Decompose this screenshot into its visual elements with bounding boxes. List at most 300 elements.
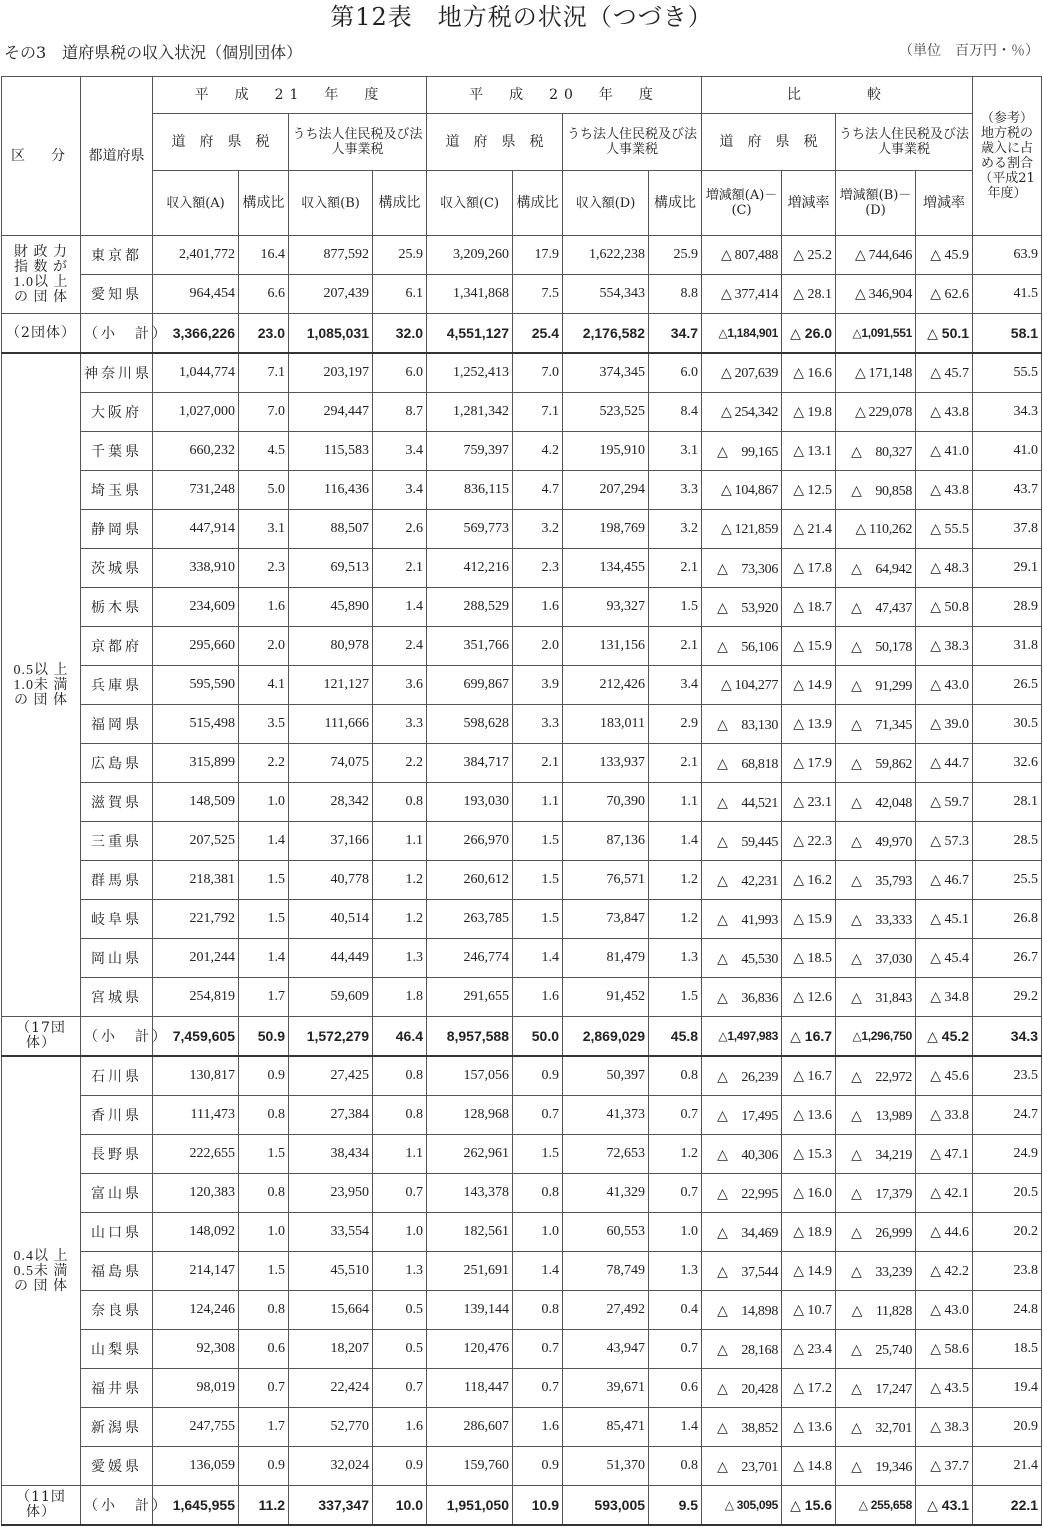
subtotal-shunyu-b: 1,085,031 (289, 314, 373, 354)
header-kosei: 構成比 (513, 171, 563, 236)
cell-kosei-d: 3.3 (649, 471, 702, 510)
table-row (2, 1291, 1042, 1330)
cell-zogenritsu-bd: △ 47.1 (916, 1135, 973, 1174)
cell-kosei-b: 1.1 (373, 1135, 427, 1174)
cell-pref: 栃木県 (81, 588, 153, 627)
cell-shunyu-b: 32,024 (289, 1447, 373, 1486)
cell-zogenritsu-ac: △ 28.1 (782, 275, 836, 314)
cell-kosei-c: 4.7 (513, 471, 563, 510)
cell-zogenritsu-ac: △ 23.1 (782, 783, 836, 822)
cell-shunyu-c: 412,216 (427, 549, 513, 588)
cell-zogen-bd: △ 11,828 (836, 1291, 916, 1330)
cell-shunyu-a: 315,899 (153, 744, 239, 783)
header-dofuken-21: 道 府 県 税 (153, 114, 289, 171)
cell-shunyu-b: 74,075 (289, 744, 373, 783)
subtotal-sanko: 34.3 (973, 1017, 1042, 1057)
subtotal-shunyu-d: 2,176,582 (563, 314, 649, 354)
cell-shunyu-a: 148,092 (153, 1213, 239, 1252)
cell-zogenritsu-ac: △ 16.7 (782, 1056, 836, 1096)
cell-kosei-d: 1.1 (649, 783, 702, 822)
subtotal-zogen-bd: △1,091,551 (836, 314, 916, 354)
cell-sanko: 34.3 (973, 393, 1042, 432)
cell-zogen-bd: △ 47,437 (836, 588, 916, 627)
cell-shunyu-d: 27,492 (563, 1291, 649, 1330)
cell-zogen-bd: △ 91,299 (836, 666, 916, 705)
cell-kosei-a: 4.1 (239, 666, 289, 705)
cell-shunyu-a: 247,755 (153, 1408, 239, 1447)
cell-shunyu-d: 554,343 (563, 275, 649, 314)
subtotal-kosei-d: 34.7 (649, 314, 702, 354)
subtotal-shunyu-c: 1,951,050 (427, 1486, 513, 1526)
cell-shunyu-a: 130,817 (153, 1056, 239, 1096)
cell-shunyu-c: 143,378 (427, 1174, 513, 1213)
cell-kosei-a: 1.7 (239, 978, 289, 1017)
cell-zogenritsu-bd: △ 45.9 (916, 236, 973, 275)
cell-shunyu-a: 218,381 (153, 861, 239, 900)
cell-kosei-a: 2.2 (239, 744, 289, 783)
cell-shunyu-d: 1,622,238 (563, 236, 649, 275)
cell-kosei-b: 0.5 (373, 1291, 427, 1330)
cell-shunyu-c: 1,281,342 (427, 393, 513, 432)
cell-shunyu-d: 207,294 (563, 471, 649, 510)
cell-shunyu-d: 41,373 (563, 1096, 649, 1135)
cell-kosei-d: 6.0 (649, 353, 702, 393)
cell-zogen-bd: △ 13,989 (836, 1096, 916, 1135)
cell-kosei-a: 2.3 (239, 549, 289, 588)
header-kosei: 構成比 (649, 171, 702, 236)
cell-pref: 群馬県 (81, 861, 153, 900)
cell-shunyu-d: 43,947 (563, 1330, 649, 1369)
cell-zogen-bd: △ 71,345 (836, 705, 916, 744)
cell-shunyu-d: 41,329 (563, 1174, 649, 1213)
cell-shunyu-a: 254,819 (153, 978, 239, 1017)
cell-shunyu-b: 28,342 (289, 783, 373, 822)
cell-pref: 福岡県 (81, 705, 153, 744)
table-row (2, 744, 1042, 783)
cell-zogenritsu-ac: △ 15.9 (782, 900, 836, 939)
subtotal-zogenritsu-ac: △ 15.6 (782, 1486, 836, 1526)
cell-zogen-ac: △ 83,130 (702, 705, 782, 744)
cell-shunyu-b: 15,664 (289, 1291, 373, 1330)
tax-table (1, 76, 1042, 1526)
cell-pref: 山口県 (81, 1213, 153, 1252)
cell-sanko: 26.5 (973, 666, 1042, 705)
cell-kosei-a: 0.8 (239, 1174, 289, 1213)
cell-kosei-a: 5.0 (239, 471, 289, 510)
cell-zogen-ac: △ 44,521 (702, 783, 782, 822)
cell-kosei-d: 1.2 (649, 900, 702, 939)
header-shunyu-c: 収入額(C) (427, 171, 513, 236)
cell-pref: 宮城県 (81, 978, 153, 1017)
subtotal-zogenritsu-ac: △ 26.0 (782, 314, 836, 354)
cell-shunyu-c: 159,760 (427, 1447, 513, 1486)
header-pref: 都道府県 (81, 77, 153, 236)
group-count: （17団体） (2, 1017, 81, 1057)
subtotal-sanko: 22.1 (973, 1486, 1042, 1526)
cell-kosei-b: 3.4 (373, 471, 427, 510)
subtotal-kosei-d: 45.8 (649, 1017, 702, 1057)
subtotal-kosei-a: 50.9 (239, 1017, 289, 1057)
cell-zogenritsu-ac: △ 21.4 (782, 510, 836, 549)
cell-kosei-b: 0.7 (373, 1174, 427, 1213)
header-shunyu-a: 収入額(A) (153, 171, 239, 236)
header-kosei: 構成比 (373, 171, 427, 236)
cell-kosei-c: 0.7 (513, 1096, 563, 1135)
subtotal-shunyu-b: 1,572,279 (289, 1017, 373, 1057)
subtotal-zogenritsu-ac: △ 16.7 (782, 1017, 836, 1057)
cell-kosei-d: 8.4 (649, 393, 702, 432)
cell-zogenritsu-bd: △ 62.6 (916, 275, 973, 314)
cell-zogen-bd: △ 90,858 (836, 471, 916, 510)
cell-zogenritsu-ac: △ 14.9 (782, 666, 836, 705)
cell-zogen-ac: △ 37,544 (702, 1252, 782, 1291)
cell-shunyu-d: 523,525 (563, 393, 649, 432)
cell-kosei-a: 1.5 (239, 1252, 289, 1291)
cell-zogen-bd: △ 50,178 (836, 627, 916, 666)
cell-kosei-c: 1.6 (513, 588, 563, 627)
cell-zogenritsu-bd: △ 45.6 (916, 1056, 973, 1096)
unit-note: （単位 百万円・％） (899, 43, 1039, 59)
cell-shunyu-c: 251,691 (427, 1252, 513, 1291)
subtotal-kosei-c: 50.0 (513, 1017, 563, 1057)
subtotal-zogen-bd: △1,296,750 (836, 1017, 916, 1057)
cell-shunyu-d: 78,749 (563, 1252, 649, 1291)
group-label-line: 1.0以 上 (13, 274, 69, 290)
cell-zogen-ac: △ 17,495 (702, 1096, 782, 1135)
cell-shunyu-b: 111,666 (289, 705, 373, 744)
cell-shunyu-d: 87,136 (563, 822, 649, 861)
cell-shunyu-d: 85,471 (563, 1408, 649, 1447)
cell-pref: 神奈川県 (81, 353, 153, 393)
cell-kosei-a: 16.4 (239, 236, 289, 275)
cell-pref: 香川県 (81, 1096, 153, 1135)
cell-zogen-bd: △ 49,970 (836, 822, 916, 861)
cell-sanko: 28.9 (973, 588, 1042, 627)
cell-shunyu-a: 1,027,000 (153, 393, 239, 432)
cell-zogen-ac: △ 41,993 (702, 900, 782, 939)
cell-shunyu-c: 384,717 (427, 744, 513, 783)
cell-zogenritsu-ac: △ 15.3 (782, 1135, 836, 1174)
cell-zogenritsu-ac: △ 16.2 (782, 861, 836, 900)
cell-zogen-bd: △ 346,904 (836, 275, 916, 314)
subtotal-shunyu-d: 2,869,029 (563, 1017, 649, 1057)
cell-sanko: 55.5 (973, 353, 1042, 393)
cell-zogen-bd: △ 17,247 (836, 1369, 916, 1408)
table-row (2, 627, 1042, 666)
cell-kosei-b: 0.8 (373, 1096, 427, 1135)
cell-shunyu-a: 148,509 (153, 783, 239, 822)
cell-zogen-bd: △ 19,346 (836, 1447, 916, 1486)
cell-shunyu-c: 120,476 (427, 1330, 513, 1369)
cell-pref: 大阪府 (81, 393, 153, 432)
table-row (2, 1330, 1042, 1369)
cell-zogenritsu-bd: △ 57.3 (916, 822, 973, 861)
subtotal-zogen-ac: △ 305,095 (702, 1486, 782, 1526)
cell-shunyu-a: 964,454 (153, 275, 239, 314)
cell-zogen-ac: △ 28,168 (702, 1330, 782, 1369)
cell-zogenritsu-bd: △ 58.6 (916, 1330, 973, 1369)
cell-kosei-a: 6.6 (239, 275, 289, 314)
cell-kosei-d: 0.4 (649, 1291, 702, 1330)
cell-kosei-a: 3.1 (239, 510, 289, 549)
subtotal-kosei-a: 11.2 (239, 1486, 289, 1526)
cell-zogenritsu-bd: △ 43.8 (916, 393, 973, 432)
cell-zogen-bd: △ 35,793 (836, 861, 916, 900)
cell-shunyu-c: 193,030 (427, 783, 513, 822)
cell-kosei-d: 0.7 (649, 1174, 702, 1213)
cell-shunyu-b: 52,770 (289, 1408, 373, 1447)
group-label (2, 353, 81, 1017)
cell-shunyu-d: 195,910 (563, 432, 649, 471)
cell-zogenritsu-ac: △ 14.9 (782, 1252, 836, 1291)
table-row (2, 939, 1042, 978)
cell-shunyu-d: 39,671 (563, 1369, 649, 1408)
cell-sanko: 43.7 (973, 471, 1042, 510)
cell-zogenritsu-ac: △ 22.3 (782, 822, 836, 861)
cell-zogenritsu-ac: △ 12.6 (782, 978, 836, 1017)
cell-shunyu-c: 1,252,413 (427, 353, 513, 393)
group-label-line: 財 政 力 (14, 244, 68, 260)
cell-zogenritsu-ac: △ 17.8 (782, 549, 836, 588)
cell-zogen-ac: △ 377,414 (702, 275, 782, 314)
cell-pref: 奈良県 (81, 1291, 153, 1330)
cell-shunyu-b: 44,449 (289, 939, 373, 978)
cell-sanko: 32.6 (973, 744, 1042, 783)
cell-zogen-bd: △ 34,219 (836, 1135, 916, 1174)
table-row (2, 822, 1042, 861)
cell-shunyu-a: 2,401,772 (153, 236, 239, 275)
cell-kosei-b: 2.1 (373, 549, 427, 588)
cell-pref: 埼玉県 (81, 471, 153, 510)
cell-shunyu-a: 214,147 (153, 1252, 239, 1291)
cell-shunyu-a: 234,609 (153, 588, 239, 627)
cell-sanko: 37.8 (973, 510, 1042, 549)
cell-zogenritsu-ac: △ 25.2 (782, 236, 836, 275)
cell-zogen-bd: △ 59,862 (836, 744, 916, 783)
cell-kosei-b: 1.2 (373, 900, 427, 939)
cell-sanko: 28.5 (973, 822, 1042, 861)
cell-kosei-b: 25.9 (373, 236, 427, 275)
cell-kosei-d: 0.8 (649, 1056, 702, 1096)
cell-sanko: 24.9 (973, 1135, 1042, 1174)
subtotal-zogenritsu-bd: △ 43.1 (916, 1486, 973, 1526)
cell-pref: 静岡県 (81, 510, 153, 549)
cell-shunyu-b: 121,127 (289, 666, 373, 705)
cell-shunyu-a: 660,232 (153, 432, 239, 471)
cell-shunyu-d: 91,452 (563, 978, 649, 1017)
cell-zogen-ac: △ 73,306 (702, 549, 782, 588)
cell-sanko: 24.7 (973, 1096, 1042, 1135)
cell-zogen-ac: △ 807,488 (702, 236, 782, 275)
cell-zogen-bd: △ 31,843 (836, 978, 916, 1017)
cell-pref: 富山県 (81, 1174, 153, 1213)
cell-zogenritsu-ac: △ 14.8 (782, 1447, 836, 1486)
cell-zogen-bd: △ 22,972 (836, 1056, 916, 1096)
cell-shunyu-a: 221,792 (153, 900, 239, 939)
cell-zogen-ac: △ 14,898 (702, 1291, 782, 1330)
group-label-line: 0.5以 上 (13, 662, 69, 678)
header-hojin-20: うち法人住民税及び法人事業税 (563, 114, 702, 171)
header-shunyu-b: 収入額(B) (289, 171, 373, 236)
cell-kosei-b: 0.8 (373, 783, 427, 822)
header-zogen-bd: 増減額(B)－(D) (836, 171, 916, 236)
cell-kosei-a: 2.0 (239, 627, 289, 666)
cell-shunyu-a: 222,655 (153, 1135, 239, 1174)
cell-kosei-c: 0.8 (513, 1174, 563, 1213)
table-row (2, 236, 1042, 275)
cell-shunyu-a: 124,246 (153, 1291, 239, 1330)
cell-shunyu-d: 81,479 (563, 939, 649, 978)
cell-pref: 茨城県 (81, 549, 153, 588)
cell-shunyu-d: 198,769 (563, 510, 649, 549)
cell-shunyu-c: 699,867 (427, 666, 513, 705)
cell-zogenritsu-bd: △ 38.3 (916, 627, 973, 666)
table-row (2, 705, 1042, 744)
table-row (2, 353, 1042, 393)
group-count: （2団体） (2, 314, 81, 354)
cell-zogen-ac: △ 23,701 (702, 1447, 782, 1486)
cell-kosei-c: 7.1 (513, 393, 563, 432)
cell-shunyu-d: 133,937 (563, 744, 649, 783)
table-row (2, 275, 1042, 314)
cell-shunyu-d: 131,156 (563, 627, 649, 666)
subtotal-kosei-b: 10.0 (373, 1486, 427, 1526)
subtotal-kosei-b: 32.0 (373, 314, 427, 354)
cell-zogen-bd: △ 26,999 (836, 1213, 916, 1252)
cell-shunyu-c: 139,144 (427, 1291, 513, 1330)
cell-kosei-d: 1.3 (649, 939, 702, 978)
cell-shunyu-b: 69,513 (289, 549, 373, 588)
subtotal-pref: （小 計） (81, 1017, 153, 1057)
subtotal-shunyu-a: 7,459,605 (153, 1017, 239, 1057)
cell-kosei-a: 1.0 (239, 1213, 289, 1252)
cell-kosei-b: 0.5 (373, 1330, 427, 1369)
cell-sanko: 21.4 (973, 1447, 1042, 1486)
subtotal-kosei-d: 9.5 (649, 1486, 702, 1526)
cell-zogen-ac: △ 36,836 (702, 978, 782, 1017)
cell-zogenritsu-ac: △ 17.9 (782, 744, 836, 783)
subtotal-kosei-c: 25.4 (513, 314, 563, 354)
table-row (2, 393, 1042, 432)
cell-kosei-a: 0.8 (239, 1096, 289, 1135)
cell-shunyu-b: 27,425 (289, 1056, 373, 1096)
cell-kosei-c: 1.6 (513, 978, 563, 1017)
cell-kosei-d: 1.5 (649, 588, 702, 627)
cell-zogenritsu-ac: △ 13.9 (782, 705, 836, 744)
cell-zogenritsu-ac: △ 18.7 (782, 588, 836, 627)
cell-kosei-a: 3.5 (239, 705, 289, 744)
header-zogenritsu: 増減率 (782, 171, 836, 236)
cell-kosei-d: 1.4 (649, 822, 702, 861)
cell-pref: 兵庫県 (81, 666, 153, 705)
cell-kosei-b: 0.7 (373, 1369, 427, 1408)
cell-kosei-d: 1.0 (649, 1213, 702, 1252)
cell-kosei-c: 0.7 (513, 1330, 563, 1369)
cell-kosei-b: 2.2 (373, 744, 427, 783)
table-row (2, 549, 1042, 588)
cell-shunyu-a: 201,244 (153, 939, 239, 978)
cell-kosei-a: 7.0 (239, 393, 289, 432)
subtotal-sanko: 58.1 (973, 314, 1042, 354)
cell-pref: 愛媛県 (81, 1447, 153, 1486)
cell-kosei-c: 0.9 (513, 1447, 563, 1486)
cell-zogenritsu-bd: △ 55.5 (916, 510, 973, 549)
cell-shunyu-b: 115,583 (289, 432, 373, 471)
cell-kosei-d: 3.1 (649, 432, 702, 471)
cell-shunyu-c: 291,655 (427, 978, 513, 1017)
cell-kosei-a: 0.9 (239, 1056, 289, 1096)
cell-kosei-c: 3.2 (513, 510, 563, 549)
subtotal-row (2, 314, 1042, 354)
cell-sanko: 29.1 (973, 549, 1042, 588)
table-row (2, 432, 1042, 471)
cell-kosei-a: 0.6 (239, 1330, 289, 1369)
cell-kosei-a: 0.9 (239, 1447, 289, 1486)
group-label-line: 指 数 が (14, 259, 68, 275)
cell-sanko: 23.5 (973, 1056, 1042, 1096)
table-row (2, 1252, 1042, 1291)
cell-zogen-ac: △ 26,239 (702, 1056, 782, 1096)
cell-shunyu-c: 263,785 (427, 900, 513, 939)
cell-pref: 新潟県 (81, 1408, 153, 1447)
cell-zogenritsu-ac: △ 18.5 (782, 939, 836, 978)
cell-pref: 福島県 (81, 1252, 153, 1291)
cell-zogenritsu-bd: △ 42.1 (916, 1174, 973, 1213)
cell-pref: 東京都 (81, 236, 153, 275)
cell-kosei-a: 4.5 (239, 432, 289, 471)
cell-shunyu-c: 759,397 (427, 432, 513, 471)
cell-pref: 滋賀県 (81, 783, 153, 822)
cell-shunyu-a: 92,308 (153, 1330, 239, 1369)
cell-kosei-c: 4.2 (513, 432, 563, 471)
cell-shunyu-c: 598,628 (427, 705, 513, 744)
cell-zogen-bd: △ 37,030 (836, 939, 916, 978)
cell-shunyu-c: 262,961 (427, 1135, 513, 1174)
cell-pref: 京都府 (81, 627, 153, 666)
cell-shunyu-d: 60,553 (563, 1213, 649, 1252)
cell-zogenritsu-bd: △ 43.0 (916, 666, 973, 705)
cell-zogen-ac: △ 104,867 (702, 471, 782, 510)
cell-pref: 福井県 (81, 1369, 153, 1408)
cell-shunyu-b: 45,510 (289, 1252, 373, 1291)
cell-pref: 愛知県 (81, 275, 153, 314)
header-kubun: 区 分 (2, 77, 81, 236)
cell-shunyu-b: 23,950 (289, 1174, 373, 1213)
group-label-line: の 団 体 (14, 289, 68, 305)
subtotal-zogen-ac: △1,497,983 (702, 1017, 782, 1057)
cell-kosei-a: 7.1 (239, 353, 289, 393)
subtotal-row (2, 1486, 1042, 1526)
cell-zogenritsu-bd: △ 44.7 (916, 744, 973, 783)
cell-zogenritsu-ac: △ 18.9 (782, 1213, 836, 1252)
cell-shunyu-b: 294,447 (289, 393, 373, 432)
cell-zogenritsu-bd: △ 43.8 (916, 471, 973, 510)
cell-shunyu-b: 22,424 (289, 1369, 373, 1408)
cell-sanko: 41.5 (973, 275, 1042, 314)
cell-zogenritsu-ac: △ 13.1 (782, 432, 836, 471)
table-row (2, 900, 1042, 939)
cell-zogen-ac: △ 45,530 (702, 939, 782, 978)
group-label (2, 1056, 81, 1486)
header-shunyu-d: 収入額(D) (563, 171, 649, 236)
cell-zogenritsu-bd: △ 38.3 (916, 1408, 973, 1447)
cell-zogenritsu-bd: △ 42.2 (916, 1252, 973, 1291)
cell-pref: 石川県 (81, 1056, 153, 1096)
cell-zogenritsu-bd: △ 45.4 (916, 939, 973, 978)
cell-zogen-ac: △ 207,639 (702, 353, 782, 393)
cell-shunyu-a: 447,914 (153, 510, 239, 549)
cell-kosei-a: 0.8 (239, 1291, 289, 1330)
